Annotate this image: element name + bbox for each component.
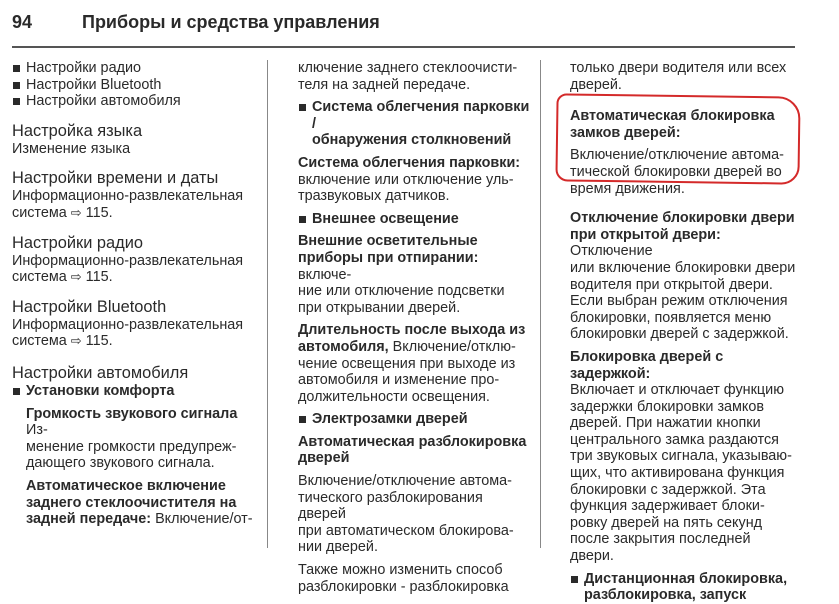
text-line: Включение/отключение автома- (570, 147, 784, 164)
text-line: щих, что активирована функция (570, 465, 785, 482)
text-line: Включение/отключение автома- (298, 473, 512, 490)
signal-volume-rest: Из- (26, 422, 48, 439)
bluetooth-text-line: Информационно-развлекательная (12, 316, 244, 333)
unlock-mode-block (298, 562, 530, 595)
text-line: замков дверей: (570, 124, 681, 141)
time-heading: Настройки времени и даты (12, 169, 219, 188)
radio-ref[interactable]: 115. (85, 269, 113, 286)
text-line: водителя при открытой двери. (570, 276, 773, 293)
text-line: Внешние осветительные (298, 233, 478, 250)
text-line: нии дверей. (298, 539, 378, 556)
open-door-block (570, 210, 802, 343)
text-line: двери. (570, 548, 614, 565)
bullet-vehicle-settings: Настройки автомобиля (12, 93, 258, 110)
text-line: ровку дверей на пять секунд (570, 514, 763, 531)
radio-text-word: система (12, 269, 67, 286)
exit-lighting-block (298, 322, 530, 405)
text-line: только двери водителя или всех (570, 60, 787, 76)
header-rule (12, 46, 795, 48)
bullet-bluetooth-settings: Настройки Bluetooth (12, 77, 258, 94)
page-title: Приборы и средства управления (82, 12, 380, 32)
bluetooth-ref-line (12, 333, 258, 350)
time-text-line: Информационно-развлекательная (12, 188, 244, 205)
text-line: Автоматическое включение (26, 477, 226, 494)
text-line (298, 339, 530, 356)
text-line: три звуковых сигнала, указываю- (570, 448, 792, 465)
delay-lock-block (570, 349, 802, 565)
signal-volume-block (12, 406, 258, 472)
text-line: теля на задней передаче. (298, 76, 471, 93)
bullet-exterior-lighting: Внешнее освещение (298, 211, 530, 228)
text-line: дверей. При нажатии кнопки (570, 415, 761, 432)
text-line: дающего звукового сигнала. (26, 455, 215, 472)
text-line: обнаружения столкновений (312, 132, 512, 149)
text-line: Система облегчения парковки: (298, 154, 521, 171)
bullet-parking-assist (298, 99, 530, 149)
red-highlight-annotation (555, 93, 800, 184)
text-line: блокировки с задержкой. Эта (570, 481, 766, 498)
text-line: включение или отключение уль- (298, 171, 514, 188)
bluetooth-ref[interactable]: 115. (85, 333, 113, 350)
text-line: Автоматическая блокировка (570, 108, 775, 125)
page-ref-arrow-icon: ⇨ (70, 269, 82, 285)
text-line: задержки блокировки замков (570, 398, 765, 415)
text-line: Если выбран режим отключения (570, 293, 788, 310)
parking-assist-block (298, 155, 530, 205)
unlock-lighting-rest: включе- (298, 266, 352, 283)
page-ref-arrow-icon: ⇨ (70, 333, 82, 349)
bullet-radio-settings: Настройки радио (12, 60, 258, 77)
text-line: Система облегчения парковки / (312, 99, 530, 132)
text-line: дверей (298, 450, 350, 467)
radio-heading: Настройки радио (12, 233, 143, 252)
open-door-rest: Отключение (570, 243, 653, 260)
radio-text-line: Информационно-развлекательная (12, 252, 244, 269)
open-door-label: при открытой двери: (570, 226, 721, 243)
text-line: ние или отключение подсветки (298, 283, 505, 300)
column-divider-2 (540, 60, 541, 548)
text-line: заднего стеклоочистителя на (26, 494, 237, 511)
column-divider-1 (267, 60, 268, 548)
time-text-word: система (12, 204, 67, 221)
text-line: разблокировка, запуск (584, 587, 747, 604)
text-line: тического разблокирования дверей (298, 489, 483, 523)
text-line: ключение заднего стеклоочисти- (298, 60, 518, 76)
text-line: автомобиля и изменение про- (298, 372, 500, 389)
column-1 (12, 60, 258, 528)
text-line: менение громкости предупреж- (26, 438, 237, 455)
unlock-lighting-block (298, 233, 530, 316)
time-ref[interactable]: 115. (85, 204, 113, 221)
exit-lighting-rest: Включение/отклю- (392, 338, 516, 355)
time-ref-line (12, 205, 258, 222)
text-line: блокировки, появляется меню (570, 309, 772, 326)
bluetooth-text-word: система (12, 333, 67, 350)
column-2 (298, 60, 530, 595)
text-line: Длительность после выхода из (298, 322, 526, 339)
bullet-door-locks: Электрозамки дверей (298, 411, 530, 428)
text-line: при открывании дверей. (298, 299, 461, 316)
text-line: при автоматическом блокирова- (298, 522, 514, 539)
signal-volume-label: Громкость звукового сигнала (26, 405, 238, 422)
unlock-lighting-label: приборы при отпирании: (298, 249, 479, 266)
language-heading: Настройка языка (12, 121, 143, 140)
rear-wiper-rest: Включение/от- (155, 511, 253, 528)
text-line (570, 227, 802, 260)
text-line: функция задерживает блоки- (570, 498, 765, 515)
text-line: тической блокировки дверей во (570, 163, 782, 180)
text-line (26, 511, 258, 528)
text-line: центрального замка раздаются (570, 431, 779, 448)
bullet-comfort: Установки комфорта (12, 383, 258, 400)
text-line: после закрытия последней (570, 531, 751, 548)
page-number: 94 (12, 12, 33, 32)
text-line: разблокировки - разблокировка (298, 578, 509, 595)
text-line: Дистанционная блокировка, (584, 570, 788, 587)
radio-ref-line (12, 269, 258, 286)
text-line (298, 250, 530, 283)
text-line: Блокировка дверей с задержкой: (570, 348, 724, 382)
auto-unlock-block (298, 434, 530, 556)
text-line (26, 406, 258, 439)
bullet-remote-lock (570, 571, 802, 604)
exit-lighting-label: автомобиля, (298, 338, 389, 355)
text-line: дверей. (570, 76, 622, 93)
text-line: Включает и отключает функцию (570, 382, 784, 399)
text-line: блокировки дверей с задержкой. (570, 326, 789, 343)
rear-wiper-label: задней передаче: (26, 511, 152, 528)
bluetooth-heading: Настройки Bluetooth (12, 297, 167, 316)
vehicle-heading: Настройки автомобиля (12, 363, 189, 382)
text-line: тразвуковых датчиков. (298, 188, 450, 205)
text-line: чение освещения при выходе из (298, 355, 516, 372)
rear-wiper-block (12, 478, 258, 528)
text-line: Также можно изменить способ (298, 562, 503, 579)
text-line: время движения. (570, 180, 685, 197)
page-ref-arrow-icon: ⇨ (70, 204, 82, 220)
text-line: Автоматическая разблокировка (298, 433, 527, 450)
language-text: Изменение языка (12, 140, 131, 157)
text-line: или включение блокировки двери (570, 259, 796, 276)
text-line: Отключение блокировки двери (570, 210, 795, 227)
page-header (12, 12, 795, 34)
text-line: должительности освещения. (298, 388, 490, 405)
